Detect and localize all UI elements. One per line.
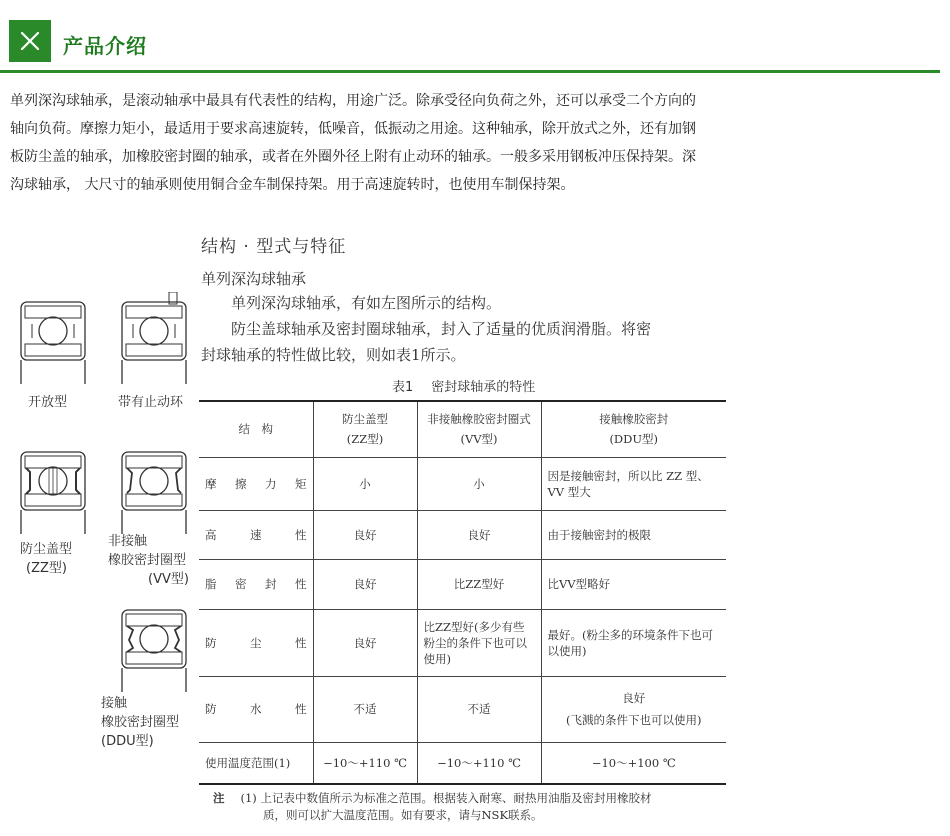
cell-zz: 良好 xyxy=(313,609,417,676)
table-row xyxy=(199,676,726,742)
header-vv xyxy=(417,401,541,457)
cell-zz: 小 xyxy=(313,457,417,510)
intro-line: 轴向负荷。摩擦力矩小，最适用于要求高速旋转，低噪音，低振动之用途。这种轴承，除开放式之外，还有加钢 xyxy=(10,121,696,137)
seal-properties-table xyxy=(199,400,726,785)
cell-zz: −10～+110 ℃ xyxy=(313,742,417,784)
table-row xyxy=(199,609,726,676)
cell-ddu: 最好。(粉尘多的环境条件下也可以使用) xyxy=(541,609,726,676)
cell-vv: 小 xyxy=(417,457,541,510)
footnote-line: (1) 上记表中数值所示为标准之范围。根据装入耐寒、耐热用油脂及密封用橡胶材 xyxy=(240,791,652,805)
header-vv-code: (VV型) xyxy=(460,432,498,447)
figure-label-line: 防尘盖型 xyxy=(20,542,73,557)
cell-ddu: 因是接触密封，所以比 ZZ 型、VV 型大 xyxy=(541,457,726,510)
cell-ddu-note: (飞溅的条件下也可以使用) xyxy=(566,713,702,727)
row-label: 摩擦力矩 xyxy=(199,457,313,510)
table-row xyxy=(199,742,726,784)
figure-label-line: 橡胶密封圈型 xyxy=(108,553,187,568)
cell-ddu: 由于接触密封的极限 xyxy=(541,510,726,559)
cell-ddu-value: 良好 xyxy=(622,691,646,705)
row-label: 脂密封性 xyxy=(199,559,313,609)
section-description xyxy=(201,290,721,368)
table-number: 表1 xyxy=(392,380,414,395)
table-footnote xyxy=(213,790,733,824)
figure-label-non-contact xyxy=(108,532,189,589)
page-title: 产品介绍 xyxy=(63,34,147,58)
figure-label-snap-ring: 带有止动环 xyxy=(118,395,184,410)
section-subtitle: 单列深沟球轴承 xyxy=(201,270,307,288)
table-row xyxy=(199,559,726,609)
figure-label-line: 橡胶密封圈型 xyxy=(101,715,180,730)
row-label: 防水性 xyxy=(199,676,313,742)
figure-label-line: (ZZ型) xyxy=(26,561,67,576)
cell-ddu xyxy=(541,676,726,742)
row-label: 使用温度范围(1) xyxy=(199,742,313,784)
table-row xyxy=(199,510,726,559)
snap-ring-bearing-figure xyxy=(121,292,187,384)
figure-label-open: 开放型 xyxy=(28,395,68,410)
figure-label-line: 非接触 xyxy=(108,534,148,549)
cell-vv: 不适 xyxy=(417,676,541,742)
description-line: 防尘盖球轴承及密封圈球轴承，封入了适量的优质润滑脂。将密 xyxy=(231,320,652,338)
logo-icon xyxy=(9,20,51,62)
header-ddu-code: (DDU型) xyxy=(609,432,659,447)
table-row xyxy=(199,457,726,510)
figure-label-contact xyxy=(101,694,179,751)
figure-label-line: (DDU型) xyxy=(101,734,154,749)
cell-vv: 比ZZ型好 xyxy=(417,559,541,609)
cell-ddu: −10～+100 ℃ xyxy=(541,742,726,784)
intro-line: 沟球轴承， 大尺寸的轴承则使用铜合金车制保持架。用于高速旋转时，也使用车制保持架。 xyxy=(10,177,575,193)
description-line: 单列深沟球轴承，有如左图所示的结构。 xyxy=(231,294,502,312)
table-header-row xyxy=(199,401,726,457)
cell-zz: 不适 xyxy=(313,676,417,742)
row-label: 高速性 xyxy=(199,510,313,559)
cell-zz: 良好 xyxy=(313,559,417,609)
table-title: 密封球轴承的特性 xyxy=(431,380,536,395)
section-title: 结构 · 型式与特征 xyxy=(201,237,347,257)
header-ddu-name: 接触橡胶密封 xyxy=(599,412,669,427)
description-line: 封球轴承的特性做比较，则如表1所示。 xyxy=(201,346,466,364)
header-divider xyxy=(0,70,940,73)
cell-zz: 良好 xyxy=(313,510,417,559)
header-zz-name: 防尘盖型 xyxy=(342,412,388,427)
intro-line: 板防尘盖的轴承，加橡胶密封圈的轴承，或者在外圈外径上附有止动环的轴承。一般多采用钢板冲压保持架。深 xyxy=(10,149,696,165)
header-vv-name: 非接触橡胶密封圈式 xyxy=(427,412,531,427)
header-zz xyxy=(313,401,417,457)
intro-paragraph xyxy=(10,87,800,199)
shield-type-bearing-figure xyxy=(20,450,86,534)
figure-label-line: 接触 xyxy=(101,696,128,711)
footnote-line: 质，则可以扩大温度范围。如有要求，请与NSK联系。 xyxy=(263,808,543,822)
header-zz-code: (ZZ型) xyxy=(346,432,384,447)
cell-ddu: 比VV型略好 xyxy=(541,559,726,609)
non-contact-seal-bearing-figure xyxy=(121,450,187,534)
header-ddu xyxy=(541,401,726,457)
figure-label-line: (VV型) xyxy=(148,572,189,587)
figure-label-shield xyxy=(20,540,72,578)
contact-seal-bearing-figure xyxy=(121,608,187,692)
footnote-mark: 注 xyxy=(213,791,225,805)
open-type-bearing-figure xyxy=(20,300,86,384)
row-label: 防尘性 xyxy=(199,609,313,676)
table-caption xyxy=(392,376,553,395)
cell-vv: −10～+110 ℃ xyxy=(417,742,541,784)
cell-vv: 良好 xyxy=(417,510,541,559)
header-structure: 结 构 xyxy=(199,401,313,457)
cell-vv: 比ZZ型好(多少有些粉尘的条件下也可以使用) xyxy=(417,609,541,676)
intro-line: 单列深沟球轴承，是滚动轴承中最具有代表性的结构，用途广泛。除承受径向负荷之外，还可以承受二个方向的 xyxy=(10,93,696,109)
